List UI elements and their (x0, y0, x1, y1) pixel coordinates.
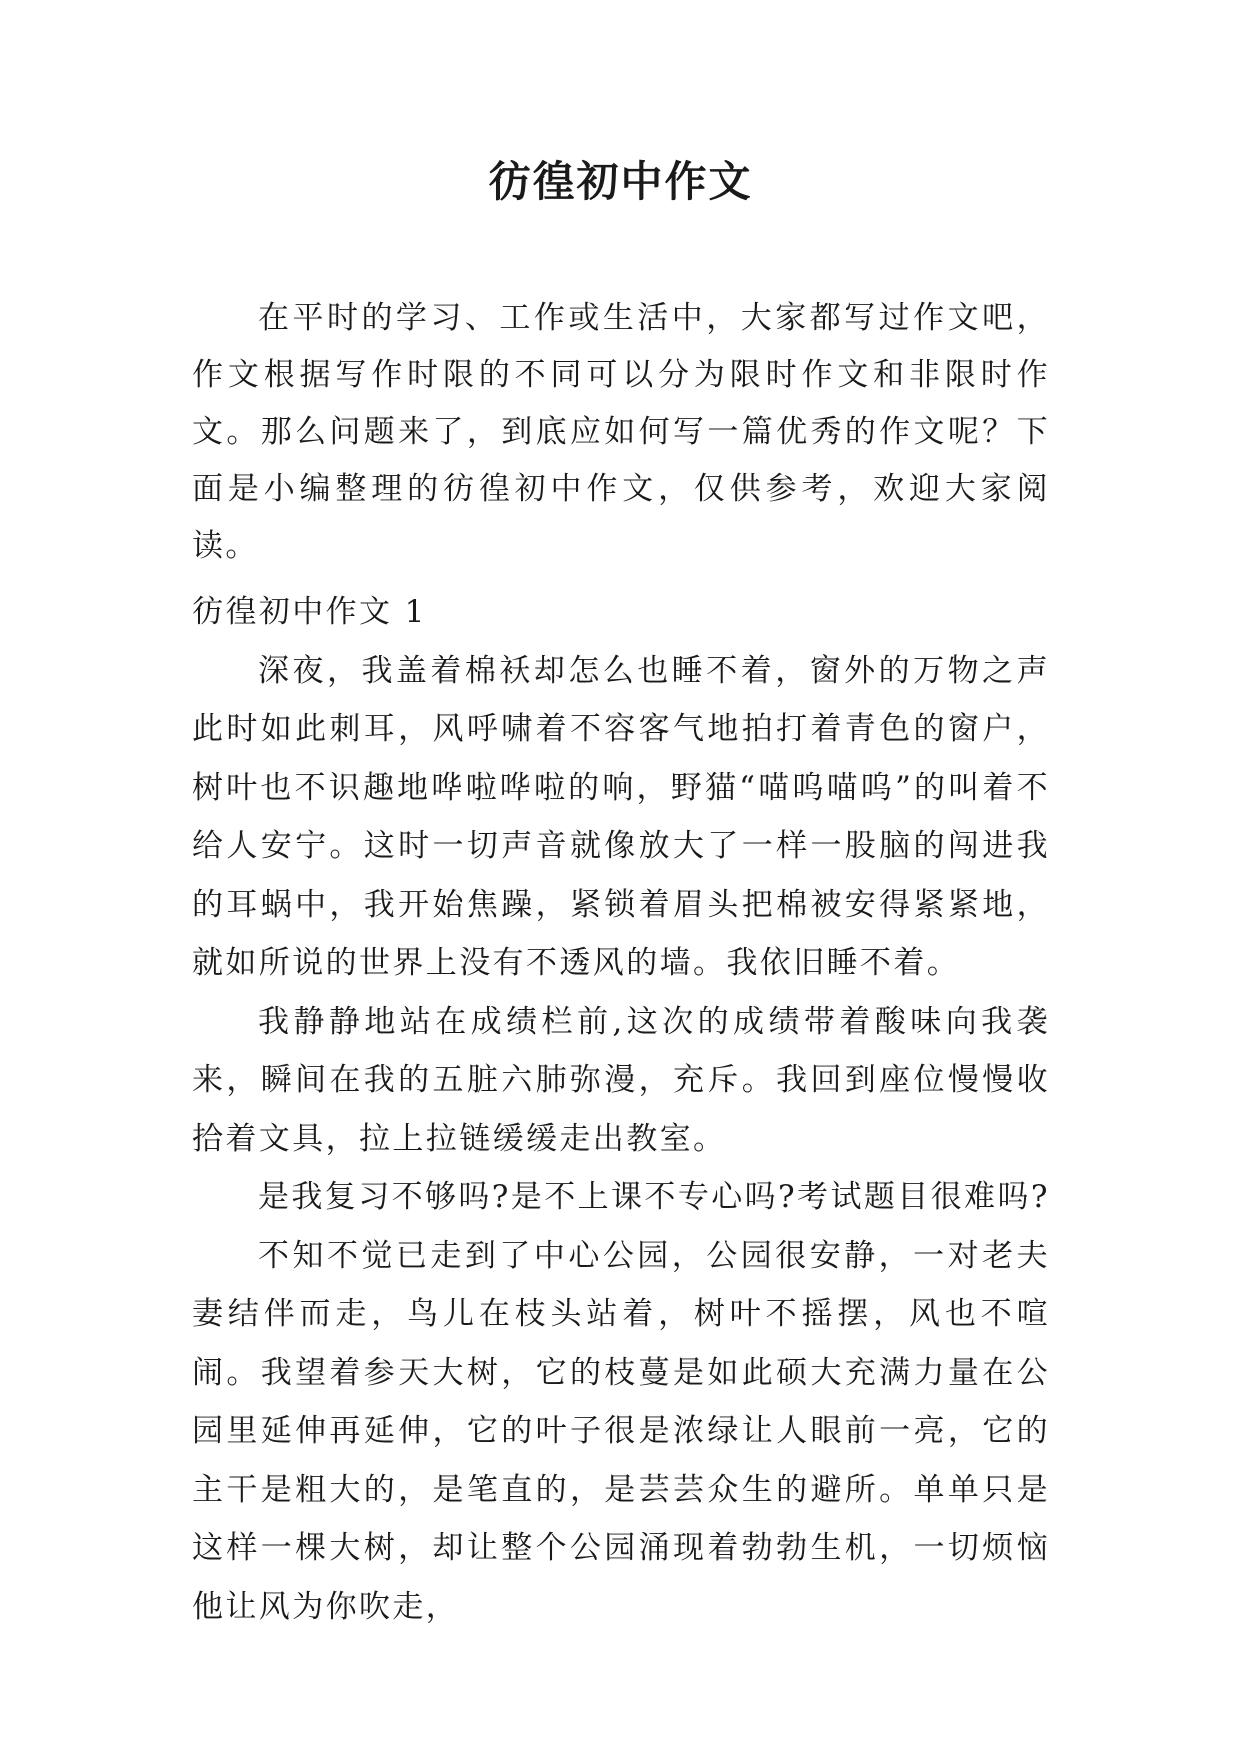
essay-heading: 彷徨初中作文 1 (192, 594, 427, 630)
document-title: 彷徨初中作文 (488, 157, 753, 206)
essay-paragraph-4: 不知不觉已走到了中心公园，公园很安静，一对老夫妻结伴而走，鸟儿在枝头站着，树叶不摇摆，风也不喧闹。我望着参天大树，它的枝蔓是如此硕大充满力量在公园里延伸再延伸，它的叶子很是浓绿让人眼前一亮，它的主干是粗大的，是笔直的，是芸芸众生的避所。单单只是这样一棵大树，却让整个公园涌现着勃勃生机，一切烦恼他让风为你吹走， (192, 1237, 1050, 1625)
essay-paragraph-2: 我静静地站在成绩栏前,这次的成绩带着酸味向我袭来，瞬间在我的五脏六肺弥漫，充斥。我回到座位慢慢收拾着文具，拉上拉链缓缓走出教室。 (192, 1003, 1050, 1157)
essay-section (192, 583, 1050, 1636)
intro-paragraph: 在平时的学习、工作或生活中，大家都写过作文吧，作文根据写作时限的不同可以分为限时作文和非限时作文。那么问题来了，到底应如何写一篇优秀的作文呢？下面是小编整理的彷徨初中作文，仅供参考，欢迎大家阅读。 (192, 300, 1050, 564)
essay-paragraph-3: 是我复习不够吗?是不上课不专心吗?考试题目很难吗? (258, 1179, 1050, 1215)
intro-section (192, 290, 1050, 575)
essay-paragraph-1: 深夜，我盖着棉袄却怎么也睡不着，窗外的万物之声此时如此刺耳，风呼啸着不容客气地拍打着青色的窗户，树叶也不识趣地哗啦哗啦的响，野猫“喵呜喵呜”的叫着不给人安宁。这时一切声音就像放大了一样一股脑的闯进我的耳蜗中，我开始焦躁，紧锁着眉头把棉被安得紧紧地，就如所说的世界上没有不透风的墙。我依旧睡不着。 (192, 652, 1050, 981)
